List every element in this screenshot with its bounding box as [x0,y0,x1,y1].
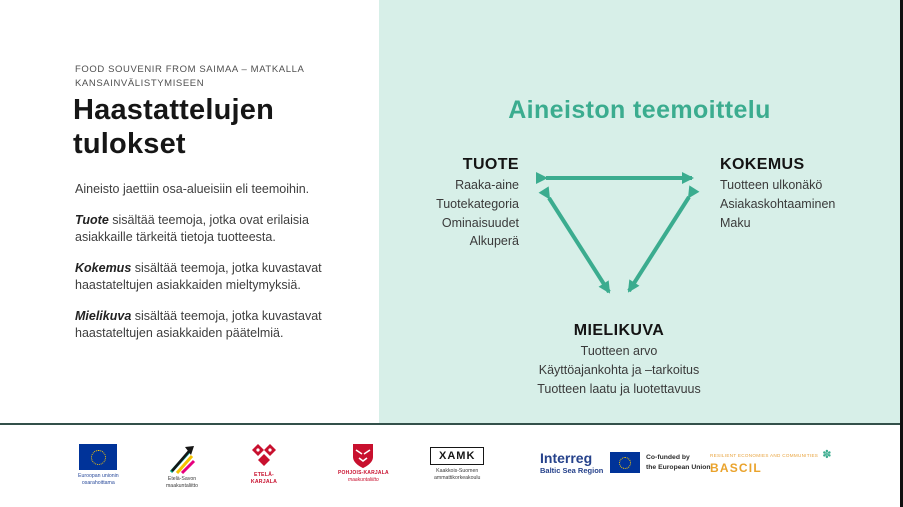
pohjois-karjala-logo [338,442,389,483]
flower-icon: ✽ [822,449,832,461]
etela-karjala-logo [248,442,280,486]
paragraph-kokemus [75,260,367,294]
etela-karjala-emblem-icon [248,442,280,472]
paragraph-text: sisältää teemoja, jotka kuvastavat haastateltujen asiakkaiden päätelmiä. [75,309,322,340]
eu-stars-icon [91,450,106,465]
node-item: Alkuperä [469,234,519,249]
node-item: Asiakaskohtaaminen [720,196,836,211]
paragraph-text: sisältää teemoja, jotka kuvastavat haastateltujen asiakkaiden mieltymyksiä. [75,261,322,292]
node-item: Maku [720,215,751,230]
cofunded-text [646,453,711,471]
node-item: Ominaisuudet [441,215,519,230]
logo-caption: maakuntaliitto [347,476,379,483]
node-kokemus-label: KOKEMUS [720,156,805,173]
paragraph-lead: Mielikuva [75,309,132,323]
paragraph-text: sisältää teemoja, jotka ovat erilaisia asiakkaille tärkeitä tietoja tuotteesta. [75,213,309,244]
bascil-logo [710,450,831,475]
bascil-tagline: RESILIENT ECONOMIES AND COMMUNITIES [710,453,819,458]
node-item: Käyttöajankohta ja –tarkoitus [538,362,700,377]
node-kokemus [720,156,890,232]
node-mielikuva [439,322,799,398]
eu-cofunded-fi-logo [78,444,119,487]
node-item: Tuotteen arvo [580,344,658,358]
node-tuote-label: TUOTE [462,156,519,173]
eu-stars-icon [619,457,631,469]
diagram-panel [379,0,900,423]
paragraph-intro [75,181,367,198]
slide-title: Haastattelujen tulokset [73,94,275,160]
logo-caption: Co-funded by [646,454,690,462]
interreg-logo [540,451,603,475]
node-tuote [379,156,519,251]
logo-caption: Kaakkois-Suomen [436,468,479,474]
bascil-wordmark: BASCIL [710,461,762,475]
partner-logo-strip [0,425,900,507]
body-paragraphs [75,181,367,356]
etela-savo-logo [165,442,199,490]
node-item: Raaka-aine [455,178,519,192]
logo-caption: the European Union [646,463,711,471]
logo-caption: ammattikorkeakoulu [433,474,481,481]
node-item: Tuotteen laatu ja luotettavuus [537,381,701,396]
interreg-wordmark: Interreg [540,450,593,466]
diagram-title: Aineiston teemoittelu [508,96,771,124]
xamk-wordmark: XAMK [430,447,484,465]
logo-caption: osarahoittama [81,479,115,486]
eu-cofunded-en-logo [610,452,711,473]
bascil-top-row [710,450,831,461]
logo-caption: ETELÄ- [254,472,274,478]
paragraph-lead: Kokemus [75,261,132,275]
logo-caption: Etelä-Savon [167,476,197,482]
xamk-logo [430,447,484,482]
arrow-tuote-mielikuva [549,198,609,292]
left-panel [0,0,379,423]
node-item: Tuotteen ulkonäkö [720,178,823,192]
logo-caption: Euroopan unionin [78,473,119,479]
logo-caption: POHJOIS-KARJALA [338,470,389,476]
paragraph-mielikuva [75,308,367,342]
paragraph-lead: Tuote [75,213,109,227]
pohjois-karjala-crest-icon [350,442,376,470]
arrow-kokemus-mielikuva [629,197,689,291]
interreg-subtitle: Baltic Sea Region [540,465,604,475]
paragraph-tuote [75,212,367,246]
etela-savo-arrow-icon [165,442,199,476]
logo-caption: KARJALA [250,478,278,485]
paragraph-text: Aineisto jaettiin osa-alueisiin eli teemoihin. [75,182,310,196]
logo-caption: maakuntaliitto [165,482,198,489]
node-mielikuva-label: MIELIKUVA [573,322,665,339]
project-eyebrow: FOOD SOUVENIR FROM SAIMAA – MATKALLA KANSAINVÄLISTYMISEEN [75,64,304,90]
eu-flag-icon [79,444,117,470]
eu-flag-icon [610,452,640,473]
node-item: Tuotekategoria [436,196,519,211]
